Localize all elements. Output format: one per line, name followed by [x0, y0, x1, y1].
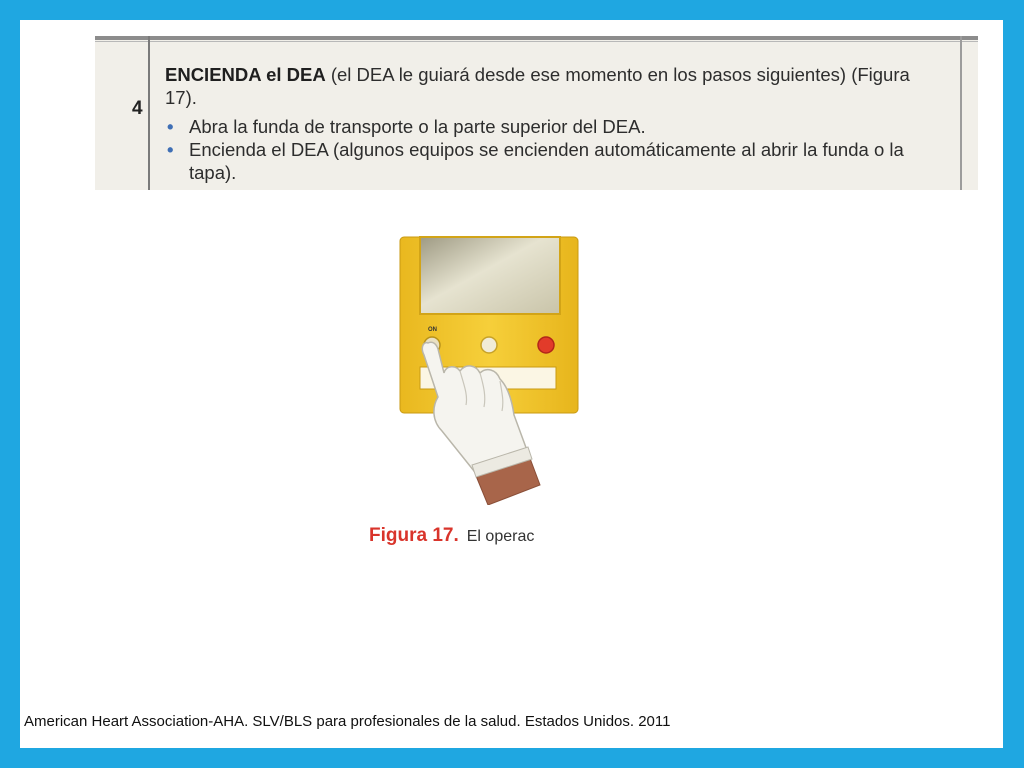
list-item: • Abra la funda de transporte o la parte superior del DEA. — [167, 116, 646, 137]
slide — [20, 20, 1003, 748]
step-number: 4 — [132, 98, 143, 119]
step-content — [132, 63, 945, 184]
table-top-border — [95, 36, 978, 40]
table-column-divider — [148, 36, 150, 190]
step-bullet-list — [165, 115, 945, 184]
analyze-button — [481, 337, 497, 353]
aed-device-drawing — [380, 215, 610, 505]
aed-illustration — [380, 215, 610, 505]
bullet-icon: • — [167, 116, 174, 137]
list-item: • Encienda el DEA (algunos equipos se encienden automáticamente al abrir la funda o la tapa). — [167, 139, 904, 183]
table-top-border-secondary — [95, 41, 978, 42]
source-citation: American Heart Association-AHA. SLV/BLS para profesionales de la salud. Estados Unidos. 2011 — [24, 713, 671, 730]
table-right-border — [960, 36, 962, 190]
step-heading-rest: (el DEA le guiará desde ese momento en los pasos siguientes) (Figura 17). — [165, 64, 910, 108]
step-heading: ENCIENDA el DEA — [165, 64, 326, 85]
shock-button — [538, 337, 554, 353]
figure-label: Figura 17. — [369, 525, 459, 546]
on-button-label: ON — [428, 327, 437, 333]
bullet-icon: • — [167, 139, 174, 160]
figure-caption — [369, 525, 569, 555]
aed-screen — [420, 237, 560, 314]
scanned-instruction-block — [95, 36, 978, 190]
figure-caption-text: El operac — [466, 528, 535, 545]
